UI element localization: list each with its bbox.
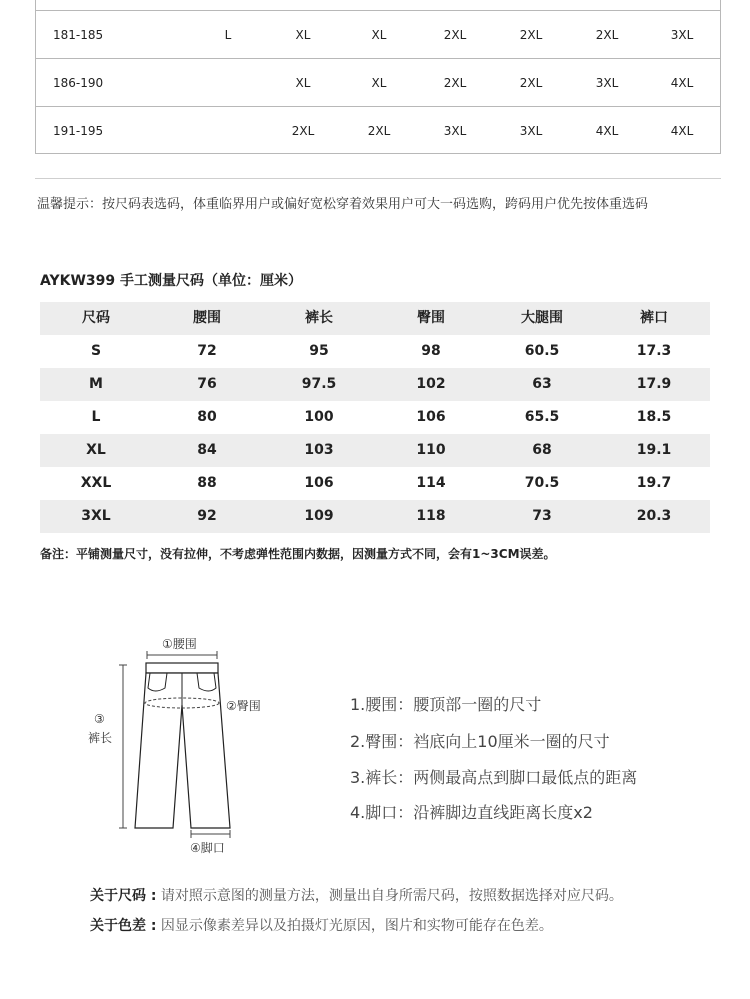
size-recommendation-table <box>35 0 721 154</box>
cell: 95 <box>309 343 329 359</box>
header-hem: 裤口 <box>640 310 668 326</box>
table-row <box>40 368 710 401</box>
measurement-table <box>40 302 710 533</box>
header-thigh: 大腿围 <box>521 310 563 326</box>
table-row <box>40 500 710 533</box>
size-tip: 温馨提示：按尺码表选码，体重临界用户或偏好宽松穿着效果用户可大一码选购，跨码用户优先按体重选码 <box>37 197 649 212</box>
cell: 109 <box>304 508 334 524</box>
size-cell: XL <box>371 28 387 42</box>
cell: 70.5 <box>524 475 560 491</box>
size-cell: 3XL <box>519 124 543 138</box>
hip-label: ②臀围 <box>226 699 261 713</box>
cell: 118 <box>416 508 446 524</box>
size-cell: XL <box>295 76 311 90</box>
size-cell: XL <box>295 28 311 42</box>
measurement-title: AYKW399 手工测量尺码（单位：厘米） <box>40 273 303 289</box>
desc-hem: 4.脚口：沿裤脚边直线距离长度x2 <box>350 803 593 822</box>
header-waist: 腰围 <box>193 310 221 326</box>
header-length: 裤长 <box>305 310 333 326</box>
table-row <box>40 401 710 434</box>
cell: 76 <box>197 376 217 392</box>
cell: 72 <box>197 343 217 359</box>
cell: 65.5 <box>524 409 560 425</box>
cell: 18.5 <box>636 409 672 425</box>
desc-waist: 1.腰围：腰顶部一圈的尺寸 <box>350 695 542 714</box>
table-row <box>40 335 710 368</box>
cell: 97.5 <box>301 376 337 392</box>
table-row <box>36 58 720 106</box>
table-row <box>40 434 710 467</box>
size-cell: XL <box>371 76 387 90</box>
about-size <box>90 885 623 905</box>
size-cell: 2XL <box>291 124 315 138</box>
table-row <box>36 106 720 154</box>
cell: S <box>90 343 102 359</box>
size-cell: 2XL <box>443 76 467 90</box>
cell: 80 <box>197 409 217 425</box>
size-cell: 4XL <box>670 76 694 90</box>
measurement-note: 备注：平铺测量尺寸，没有拉伸，不考虑弹性范围内数据，因测量方式不同，会有1~3CM误差。 <box>40 547 556 561</box>
cell: L <box>91 409 101 425</box>
table-row <box>40 467 710 500</box>
size-cell: 4XL <box>670 124 694 138</box>
cell: 92 <box>197 508 217 524</box>
height-range: 191-195 <box>53 124 104 138</box>
cell: 100 <box>304 409 334 425</box>
size-cell: L <box>224 28 232 42</box>
hem-label: ④脚口 <box>190 841 225 855</box>
height-range: 181-185 <box>53 28 104 42</box>
size-cell: 3XL <box>670 28 694 42</box>
length-number: ③ <box>94 712 105 726</box>
desc-hip: 2.臀围：裆底向上10厘米一圈的尺寸 <box>350 732 610 751</box>
cell: 114 <box>416 475 446 491</box>
size-cell: 2XL <box>595 28 619 42</box>
about-size-label: 关于尺码 : <box>90 888 157 904</box>
pants-diagram <box>85 630 285 860</box>
about-color-label: 关于色差 : <box>90 918 157 934</box>
about-color-text: 因显示像素差异以及拍摄灯光原因，图片和实物可能存在色差。 <box>156 918 553 934</box>
cell: 102 <box>416 376 446 392</box>
about-color <box>90 915 553 935</box>
cell: 63 <box>532 376 552 392</box>
cell: 68 <box>532 442 552 458</box>
size-cell: 2XL <box>519 28 543 42</box>
cell: 106 <box>416 409 446 425</box>
cell: M <box>89 376 103 392</box>
cell: 17.3 <box>636 343 672 359</box>
cell: 84 <box>197 442 217 458</box>
size-cell: 2XL <box>519 76 543 90</box>
header-size: 尺码 <box>82 310 110 326</box>
table-header <box>40 302 710 335</box>
pants-outline-icon <box>85 630 285 860</box>
cell: 73 <box>532 508 552 524</box>
waist-label: ①腰围 <box>162 637 197 651</box>
header-hip: 臀围 <box>417 310 445 326</box>
desc-length: 3.裤长：两侧最高点到脚口最低点的距离 <box>350 768 638 787</box>
cell: 88 <box>197 475 217 491</box>
cell: 103 <box>304 442 334 458</box>
size-cell: 2XL <box>367 124 391 138</box>
height-range: 186-190 <box>53 76 104 90</box>
table-row <box>36 10 720 58</box>
cell: 17.9 <box>636 376 672 392</box>
cell: 3XL <box>81 508 111 524</box>
cell: XL <box>86 442 106 458</box>
cell: XXL <box>80 475 112 491</box>
cell: 19.7 <box>636 475 672 491</box>
cell: 106 <box>304 475 334 491</box>
about-size-text: 请对照示意图的测量方法，测量出自身所需尺码，按照数据选择对应尺码。 <box>156 888 623 904</box>
size-cell: 3XL <box>595 76 619 90</box>
size-cell: 4XL <box>595 124 619 138</box>
divider <box>35 178 721 179</box>
cell: 19.1 <box>636 442 672 458</box>
length-label: 裤长 <box>88 731 113 745</box>
cell: 110 <box>416 442 446 458</box>
cell: 60.5 <box>524 343 560 359</box>
size-cell: 2XL <box>443 28 467 42</box>
size-cell: 3XL <box>443 124 467 138</box>
cell: 20.3 <box>636 508 672 524</box>
cell: 98 <box>421 343 441 359</box>
